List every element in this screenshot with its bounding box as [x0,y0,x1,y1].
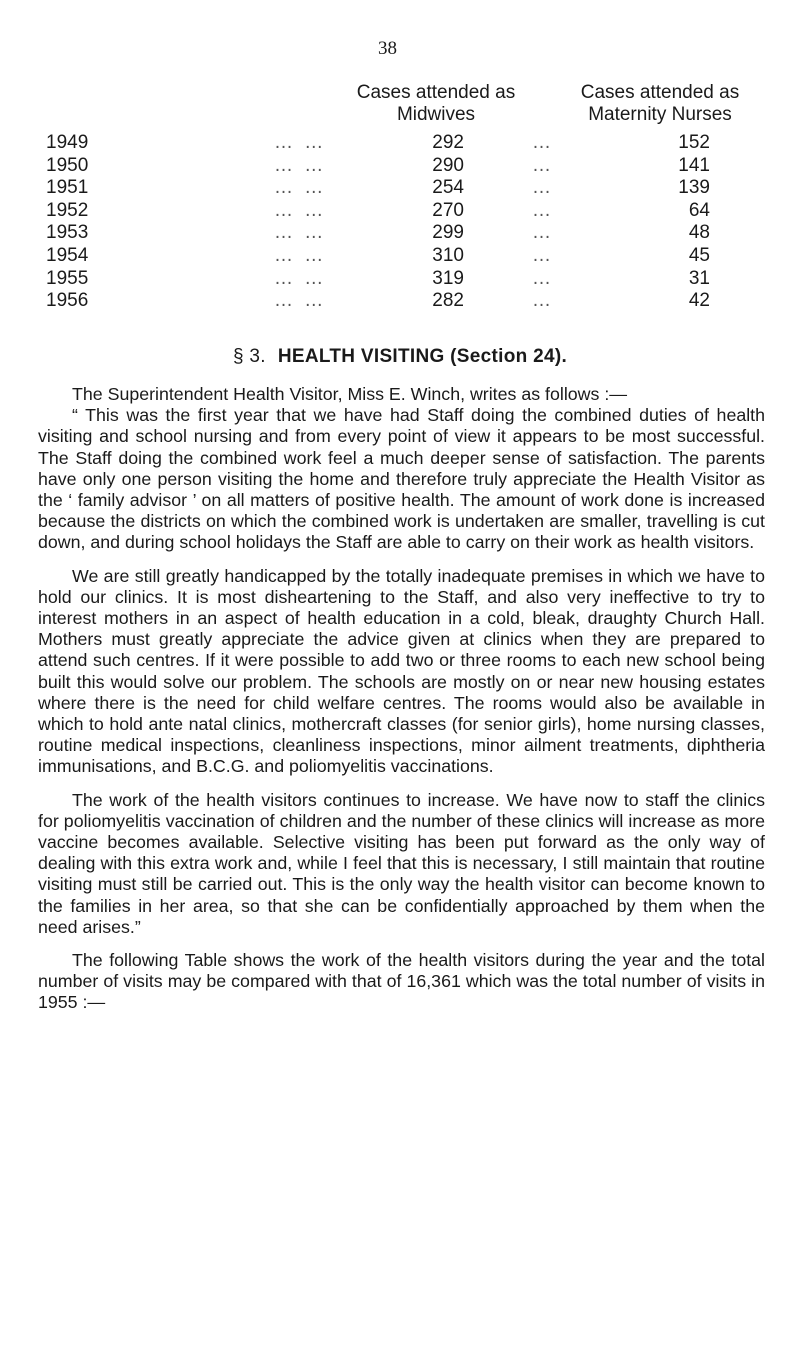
year-cell: 1950 [46,154,89,176]
intro-paragraph: The Superintendent Health Visitor, Miss E. Winch, writes as follows :— [72,384,628,404]
table-row [0,290,800,313]
midwives-cell: 292 [432,132,464,153]
midwives-cell: 282 [432,290,464,312]
midwives-cell: 270 [432,199,464,221]
leader-dots: … [532,267,554,289]
year-cell: 1952 [46,199,89,221]
leader-dots: … … [274,267,327,289]
maternity-cell: 48 [688,222,710,244]
maternity-cell: 42 [688,290,710,312]
midwives-cell: 319 [432,267,464,289]
leader-dots: … … [274,132,327,153]
table-row [0,132,800,155]
body-text [38,384,765,1026]
leader-dots: … … [274,222,327,244]
maternity-cell: 31 [688,267,710,289]
year-cell: 1956 [46,290,89,312]
leader-dots: … … [274,177,327,199]
midwives-cell: 290 [432,154,464,176]
year-cell: 1949 [46,132,89,153]
leader-dots: … [532,222,554,244]
leader-dots: … [532,199,554,221]
maternity-cell: 139 [678,177,710,199]
column-header-midwives: Cases attended as Midwives [356,82,516,125]
table-row [0,177,800,200]
year-cell: 1954 [46,244,89,266]
closing-paragraph: The following Table shows the work of the health visitors during the year and the total number of visits may be compared with that of 16,361 which was the total number of visits in 1955 :— [38,950,765,1013]
column-header-maternity-nurses: Cases attended as Maternity Nurses [580,82,740,125]
leader-dots: … [532,132,554,153]
leader-dots: … … [274,244,327,266]
quote-paragraph-2: We are still greatly handicapped by the totally inadequate premises in which we have to hold our clinics. It is most disheartening to the Staff, and also very ineffective to try to interest mothers in an aspect of health education in a cold, bleak, draughty Church Hall. Mothers must greatly appreciate the advice given at clinics when they are prepared to attend such centres. If it were possible to add two or three rooms to each new school being built this would solve our problem. The schools are mostly on or near new housing estates where there is the need for child welfare centres. The rooms would also be available in which to hold ante natal clinics, mothercraft classes (for senior girls), home nursing classes, routine medical inspections, cleanliness inspections, minor ailment treatments, diphtheria immunisations, and B.C.G. and poliomyelitis vaccinations. [38,565,765,777]
maternity-cell: 141 [678,154,710,176]
maternity-cell: 45 [688,244,710,266]
midwives-cell: 310 [432,244,464,266]
midwives-cell: 254 [432,177,464,199]
quote-paragraph-1: “ This was the first year that we have had Staff doing the combined duties of health visiting and school nursing and from every point of view it appears to be most successful. The Staff doing the combined work feel a much deeper sense of satisfaction. The parents have only one person visiting the home and therefore truly appreciate the Health Visitor as the ‘ family advisor ’ on all matters of positive health. The amount of work done is increased because the districts on which the combined work is undertaken are smaller, travelling is cut down, and during school holidays the Staff are able to carry on their work as health visitors. [38,405,765,553]
section-number: § 3. [232,346,266,367]
section-title: HEALTH VISITING (Section 24). [277,346,568,367]
table-body [0,132,800,313]
year-cell: 1955 [46,267,89,289]
leader-dots: … [532,290,554,312]
leader-dots: … … [274,154,327,176]
leader-dots: … [532,177,554,199]
year-cell: 1953 [46,222,89,244]
table-row [0,200,800,223]
table-row [0,268,800,291]
leader-dots: … … [274,290,327,312]
midwives-cell: 299 [432,222,464,244]
leader-dots: … [532,154,554,176]
quote-paragraph-3: The work of the health visitors continues to increase. We have now to staff the clinics for poliomyelitis vaccination of children and the number of these clinics will increase as more vaccine becomes available. Selective visiting has been put forward as the only way of dealing with this extra work and, while I feel that this is necessary, I still maintain that routine visiting must still be carried out. This is the only way the health visitor can become known to the families in her area, so that she can be confidentially approached by them when the need arises.” [38,789,765,937]
table-row [0,245,800,268]
table-row [0,222,800,245]
leader-dots: … [532,244,554,266]
maternity-cell: 64 [688,199,710,221]
year-cell: 1951 [46,177,89,199]
section-heading [0,346,800,368]
table-row [0,155,800,178]
maternity-cell: 152 [678,132,710,153]
page-number: 38 [378,38,397,59]
leader-dots: … … [274,199,327,221]
